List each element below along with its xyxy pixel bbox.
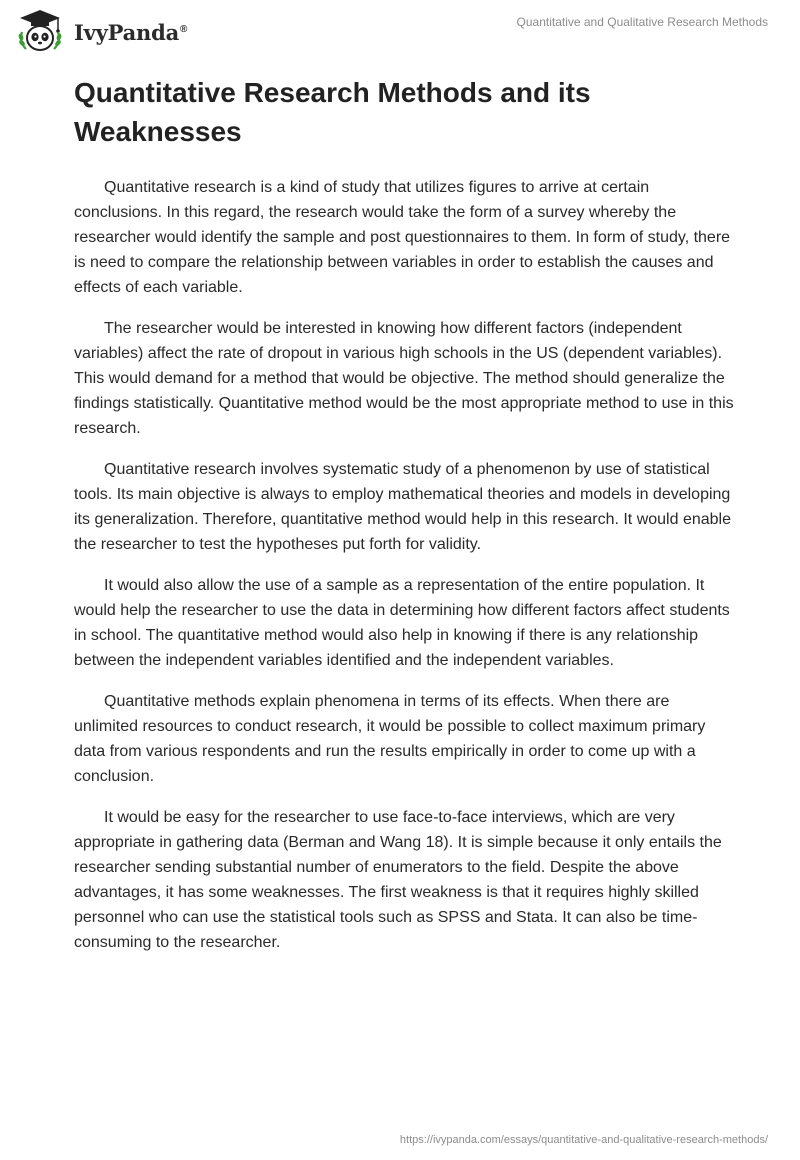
- page-title: Quantitative Research Methods and its Weaknesses: [74, 77, 591, 147]
- running-title: Quantitative and Qualitative Research Methods: [516, 15, 768, 29]
- page-header: [0, 0, 800, 60]
- paragraph: It would also allow the use of a sample as a representation of the entire population. It would help the researcher to use the data in determining how different factors affect students in school. The quantitative method would also help in knowing if there is any relationship between the independent variables identified and the independent variables.: [74, 577, 730, 669]
- paragraph: Quantitative methods explain phenomena in terms of its effects. When there are unlimited resources to conduct research, it would be possible to collect maximum primary data from various respondents and run the results empirically in order to come up with a conclusion.: [74, 693, 706, 785]
- brand-name: IvyPanda®: [74, 19, 188, 45]
- paragraph: Quantitative research is a kind of study that utilizes figures to arrive at certain conclusions. In this regard, the research would take the form of a survey whereby the researcher would identify the sample and post questionnaires to them. In form of study, there is need to compare the relationship between variables in order to establish the causes and effects of each variable.: [74, 179, 731, 296]
- paragraph: It would be easy for the researcher to use face-to-face interviews, which are very appropriate in gathering data (Berman and Wang 18). It is simple because it only entails the researcher sending substantial number of enumerators to the field. Despite the above advantages, it has some weaknesses. The first weakness is that it requires highly skilled personnel who can use the statistical tools such as SPSS and Stata. It can also be time-consuming to the researcher.: [74, 809, 722, 951]
- source-url-link[interactable]: https://ivypanda.com/essays/quantitative-and-qualitative-research-methods/: [399, 1134, 768, 1146]
- paragraph: The researcher would be interested in knowing how different factors (independent variables) affect the rate of dropout in various high schools in the US (dependent variables). This would demand for a method that would be objective. The method should generalize the findings statistically. Quantitative method would be the most appropriate method to use in this research.: [74, 320, 734, 437]
- panda-graduate-icon: [14, 8, 66, 54]
- article-body: [74, 175, 734, 971]
- paragraph: Quantitative research involves systematic study of a phenomenon by use of statistical tools. Its main objective is always to employ mathematical theories and models in developing its generalization. Therefore, quantitative method would help in this research. It would enable the researcher to test the hypotheses put forth for validity.: [74, 461, 731, 553]
- ivypanda-logo[interactable]: [14, 8, 187, 54]
- registered-mark: ®: [180, 23, 188, 35]
